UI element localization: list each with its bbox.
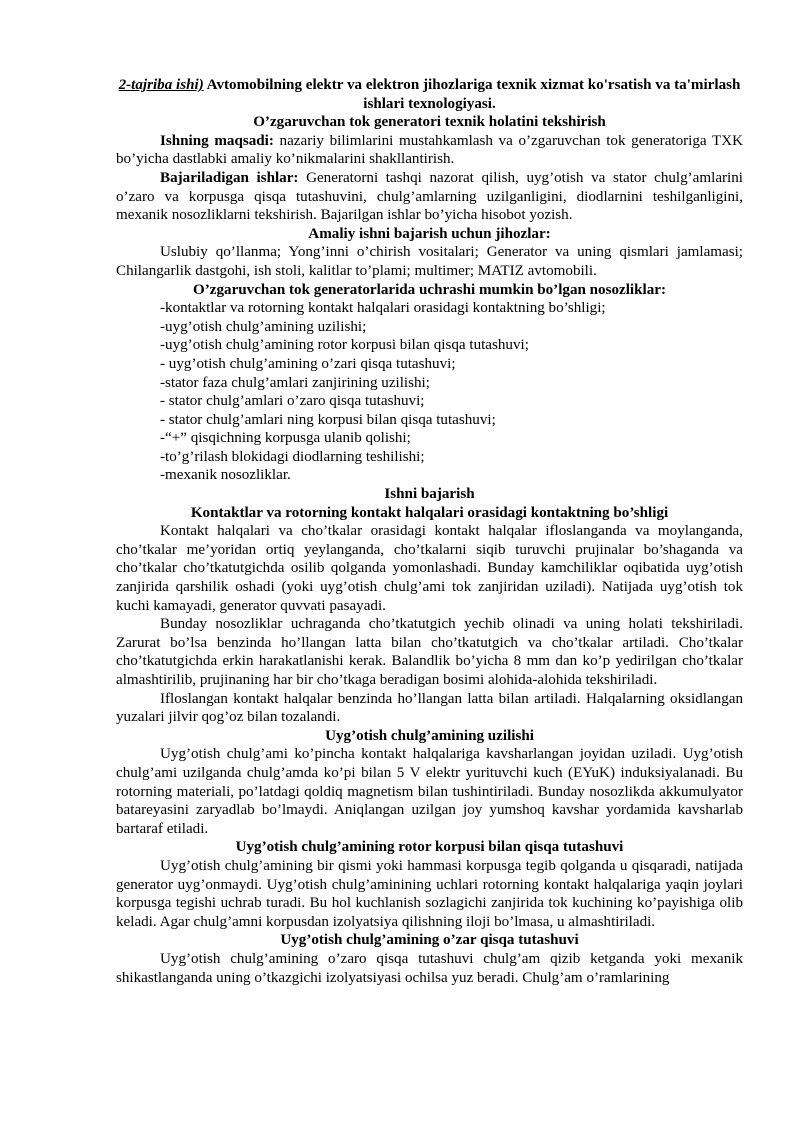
tasks-label: Bajariladigan ishlar: [160,169,299,186]
body-paragraph: Uyg’otish chulg’amining bir qismi yoki hammasi korpusga tegib qolganda u qisqaradi, natijada generator uyg’onmaydi. Uyg’otish chulg’aminining uchlari rotorning kontakt halqalariga yaqin joylari korpusga tegishi uchrab turadi. Bu hol kuchlanish sozlagichi zanjirida tok kuchining ko’payishiga olib keladi. Agar chulg’amni korpusdan izolyatsiya qilishning iloji bo’lmasa, u almashtiriladi. [116,857,743,930]
body-paragraph: Bunday nosozliklar uchraganda cho’tkatutgich yechib olinadi va uning holati tekshiriladi. Zarurat bo’lsa benzinda ho’llangan latta bilan cho’tkatutgich va cho’tkalar artiladi. Cho’tkalar cho’tkatutgichda erkin harakatlanishi kerak. Balandlik bo’yicha 8 mm dan ko’p yedirilgan cho’tkalar almashtirilib, prujinaning har bir cho’tkaga beradigan bosimi alohida-alohida tekshiriladi. [116,616,743,688]
goal-paragraph [116,132,743,169]
list-item: -uyg’otish chulg’amining rotor korpusi bilan qisqa tutashuvi; [160,337,529,354]
document-title [116,76,743,113]
tasks-paragraph [116,169,743,225]
body-paragraph: Uyg’otish chulg’ami ko’pincha kontakt halqalariga kavsharlangan joyidan uziladi. Uyg’otish chulg’ami uzilganda chulg’amda ko’pi bilan 5 V elektr yurituvchi kuch (EYuK) induksiyalanadi. Bu rotorning materiali, po’latdagi qoldiq magnetism bilan tushintiriladi. Bunday nosozlikda akkumulyator batareyasini zaryadlab bo’lmaydi. Aniqlangan uzilgan joy yumshoq kavshar yordamida kavsharlab bartaraf etiladi. [116,746,743,837]
goal-label: Ishning maqsadi: [160,132,274,149]
equipment-paragraph: Uslubiy qo’llanma; Yong’inni o’chirish vositalari; Generator va uning qismlari jamlamasi; Chilangarlik dastgohi, ish stoli, kalitlar to’plami; multimer; MATIZ avtomobili. [116,244,743,279]
faults-heading: O’zgaruvchan tok generatorlarida uchrashi mumkin bo’lgan nosozliklar: [193,281,666,298]
tasks-text: Generatorni tashqi nazorat qilish, uyg’otish va stator chulg’amlarini o’zaro va korpusga qisqa tutashuvini, chulg’amlarning uzilganligini, diodlarnini teshilganligini, mexanik nosozliklarni tekshirish. Bajarilgan ishlar bo’yicha hisobot yozish. [116,169,743,224]
faults-list [116,299,743,485]
section-heading: Kontaktlar va rotorning kontakt halqalari orasidagi kontaktning bo’shligi [190,504,669,521]
list-item: - uyg’otish chulg’amining o’zari qisqa tutashuvi; [160,355,456,372]
list-item: -kontaktlar va rotorning kontakt halqalari orasidagi kontaktning bo’shligi; [160,300,606,317]
lab-number: 2-tajriba ishi) [118,77,204,93]
work-heading: Ishni bajarish [384,486,475,503]
section-heading: Uyg’otish chulg’amining rotor korpusi bilan qisqa tutashuvi [235,839,624,856]
body-paragraph: Kontakt halqalari va cho’tkalar orasidagi kontakt halqalar ifloslanganda va moylanganda, cho’tkalar me’yoridan ortiq yeylanganda, cho’tkalarni siqib turuvchi prujinalar bo’shaganda va cho’tkalar cho’tkatutgichda osilib qolganda yomonlashadi. Bunday kamchiliklar oqibatida uyg’otish zanjirida qarshilik oshadi (yoki uyg’otish chulg’ami tok zanjiridan uziladi). Natijada uyg’otish tok kuchi kamayadi, generator quvvati pasayadi. [116,523,743,614]
list-item: -“+” qisqichning korpusga ulanib qolishi; [160,430,411,447]
list-item: -to’g’rilash blokidagi diodlarning teshilishi; [160,448,425,465]
document-subtitle: O’zgaruvchan tok generatori texnik holatini tekshirish [253,114,606,131]
equipment-heading: Amaliy ishni bajarish uchun jihozlar: [308,225,551,242]
title-text: Avtomobilning elektr va elektron jihozlariga texnik xizmat ko'rsatish va ta'mirlash ishlari texnologiyasi. [206,77,741,112]
list-item: - stator chulg’amlari ning korpusi bilan qisqa tutashuvi; [160,411,496,428]
goal-text: nazariy bilimlarini mustahkamlash va o’zgaruvchan tok generatoriga TXK bo’yicha dastlabki amaliy ko’nikmalarini shakllantirish. [116,132,744,168]
body-paragraph: Uyg’otish chulg’amining o’zaro qisqa tutashuvi chulg’am qizib ketganda yoki mexanik shikastlanganda uning o’tkazgichi izolyatsiyasi ochilsa yuz beradi. Chulg’am o’ramlarining [116,950,743,986]
list-item: -mexanik nosozliklar. [160,467,291,484]
list-item: - stator chulg’amlari o’zaro qisqa tutashuvi; [160,393,425,410]
body-paragraph: Ifloslangan kontakt halqalar benzinda ho’llangan latta bilan artiladi. Halqalarning oksidlangan yuzalari jilvir qog’oz bilan tozalandi. [116,690,743,726]
section-heading: Uyg’otish chulg’amining uzilishi [325,727,534,744]
document-page [116,76,743,987]
list-item: -uyg’otish chulg’amining uzilishi; [160,318,367,335]
section-heading: Uyg’otish chulg’amining o’zar qisqa tutashuvi [280,932,579,949]
list-item: -stator faza chulg’amlari zanjirining uzilishi; [160,374,430,391]
